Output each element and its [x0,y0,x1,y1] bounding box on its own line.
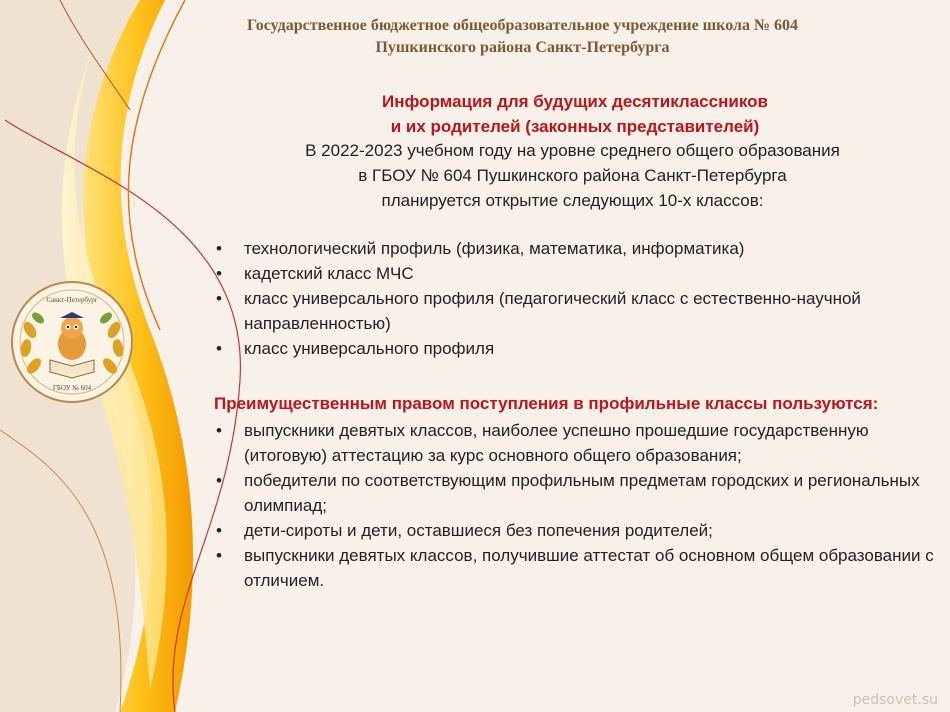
list-item: • выпускники девятых классов, получившие аттестат об основном общем образовании с отличием. [214,543,939,593]
school-emblem-logo [10,280,134,404]
list-item: • дети-сироты и дети, оставшиеся без попечения родителей; [214,518,939,543]
list-item: • класс универсального профиля (педагогический класс с естественно-научной направленностью) [214,286,939,336]
preference-title: Преимущественным правом поступления в профильные классы пользуются: [214,394,879,413]
school-name-line2: Пушкинского района Санкт-Петербурга [375,39,670,56]
intro-line2: в ГБОУ № 604 Пушкинского района Санкт-Петербурга [358,166,787,185]
school-name-line1: Государственное бюджетное общеобразовательное учреждение школа № 604 [246,17,799,34]
classes-list [214,236,939,361]
emblem-bottom-text: ГБОУ № 604 [52,384,92,392]
list-item: • технологический профиль (физика, математика, информатика) [214,236,939,261]
info-title-line1: Информация для будущих десятиклассников [382,92,768,111]
list-item: • кадетский класс МЧС [214,261,939,286]
intro-text [220,138,925,213]
info-title [240,89,910,139]
intro-line3: планируется открытие следующих 10-х классов: [381,191,764,210]
school-header [150,15,895,59]
preference-list [214,418,939,593]
info-title-line2: и их родителей (законных представителей) [390,117,760,136]
list-item: • выпускники девятых классов, наиболее успешно прошедшие государственную (итоговую) аттестацию за курс основного общего образования; [214,418,939,468]
list-item: • победители по соответствующим профильным предметам городских и региональных олимпиад; [214,468,939,518]
emblem-top-text: Санкт-Петербург [46,296,98,304]
intro-line1: В 2022-2023 учебном году на уровне среднего общего образования [305,141,840,160]
list-item: • класс универсального профиля [214,336,939,361]
watermark: pedsovet.su [852,692,938,708]
